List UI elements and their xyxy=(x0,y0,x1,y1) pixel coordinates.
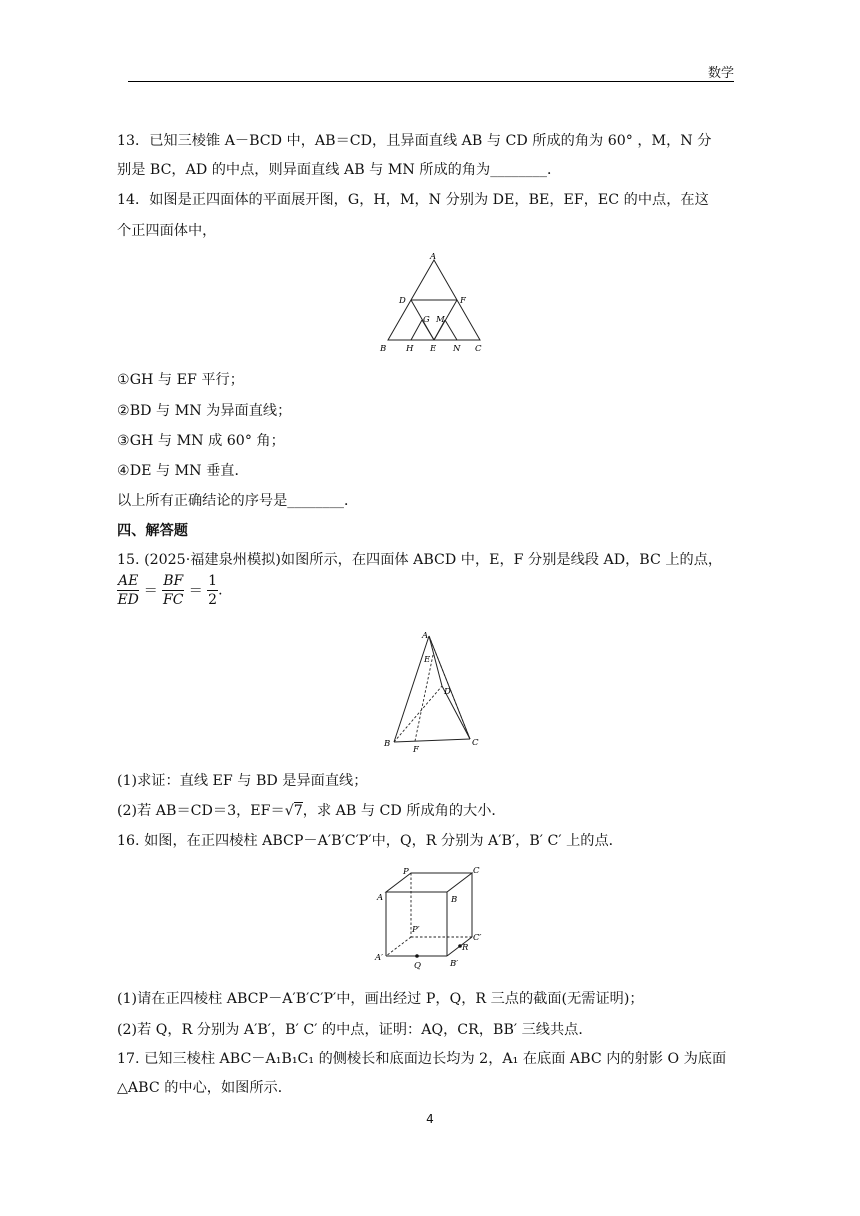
q15-tetrahedron-figure xyxy=(378,628,484,754)
q16-label-C: C xyxy=(473,866,480,876)
q17-line1: 17. 已知三棱柱 ABC－A₁B₁C₁ 的侧棱长和底面边长均为 2，A₁ 在底面 ABC 内的射影 O 为底面 xyxy=(117,1051,727,1067)
q14-line2: 个正四面体中， xyxy=(117,223,217,239)
q15-part2: (2)若 AB＝CD＝3，EF＝√7，求 AB 与 CD 所成角的大小． xyxy=(117,803,506,819)
q16-label-B-prime: B′ xyxy=(450,959,459,969)
q15-label-A: A xyxy=(422,631,429,641)
q16-label-Q: Q xyxy=(414,961,421,971)
header-rule xyxy=(128,81,734,82)
q16-label-B: B xyxy=(451,895,458,905)
q16-label-P-prime: P′ xyxy=(412,925,420,935)
page-header xyxy=(128,66,734,80)
fraction-one-half: $\frac{1}{2}$ xyxy=(208,573,218,608)
q15-part1: (1)求证：直线 EF 与 BD 是异面直线； xyxy=(117,773,368,789)
q14-option-4: ④DE 与 MN 垂直． xyxy=(117,463,249,479)
header-subject: 数学 xyxy=(707,66,734,81)
q13-line2: 别是 BC，AD 的中点，则异面直线 AB 与 MN 所成的角为________． xyxy=(117,162,562,178)
q14-net-figure xyxy=(374,250,490,358)
q14-line1: 14．如图是正四面体的平面展开图，G，H，M，N 分别为 DE，BE，EF，EC 的中点，在这 xyxy=(117,192,709,208)
q15-label-E: E xyxy=(424,655,431,665)
q15-ratio-equation: $\frac{AE}{ED}$ ＝ $\frac{BF}{FC}$ ＝ $\frac{1}{2}$ . xyxy=(117,573,223,608)
q15-label-D: D xyxy=(444,687,451,697)
fraction-ae-ed: $\frac{AE}{ED}$ xyxy=(117,573,139,608)
sqrt-radicand: 7 xyxy=(293,803,303,819)
q14-label-B: B xyxy=(380,344,387,354)
q14-option-1: ①GH 与 EF 平行； xyxy=(117,372,244,388)
q14-option-3: ③GH 与 MN 成 60° 角； xyxy=(117,433,285,449)
q16-part1: (1)请在正四棱柱 ABCP－A′B′C′P′中，画出经过 P，Q，R 三点的截面(无需证明)； xyxy=(117,991,644,1007)
q14-label-N: N xyxy=(453,344,461,354)
q14-label-M: M xyxy=(436,315,445,325)
q16-label-R: R xyxy=(462,943,469,953)
q14-label-C: C xyxy=(475,344,482,354)
q16-prism-figure xyxy=(372,862,492,974)
q15-label-F: F xyxy=(413,745,419,754)
q14-label-G: G xyxy=(423,315,430,325)
q13-line1: 13．已知三棱锥 A－BCD 中，AB＝CD，且异面直线 AB 与 CD 所成的角为 60° ，M，N 分 xyxy=(117,133,712,149)
fraction-bf-fc: $\frac{BF}{FC}$ xyxy=(163,573,184,608)
q16-label-P: P xyxy=(403,867,409,877)
section-heading: 四、解答题 xyxy=(117,523,188,539)
q14-label-F: F xyxy=(460,296,466,306)
page-number: 4 xyxy=(426,1112,434,1126)
q15-line1: 15. (2025·福建泉州模拟)如图所示，在四面体 ABCD 中，E，F 分别是线段 AD，BC 上的点， xyxy=(117,552,723,568)
q16-label-C-prime: C′ xyxy=(473,933,482,943)
q16-line1: 16. 如图，在正四棱柱 ABCP－A′B′C′P′中，Q，R 分别为 A′B′，B′ C′ 上的点． xyxy=(117,833,623,849)
q17-line2: △ABC 的中心，如图所示． xyxy=(117,1080,292,1096)
q16-label-A-prime: A′ xyxy=(375,953,384,963)
q14-label-D: D xyxy=(399,296,406,306)
q16-label-A: A xyxy=(377,893,384,903)
q15-label-B: B xyxy=(384,739,391,749)
q14-label-H: H xyxy=(406,344,414,354)
q15-label-C: C xyxy=(472,738,479,748)
q14-label-A: A xyxy=(430,252,437,262)
q14-ask: 以上所有正确结论的序号是________． xyxy=(117,493,359,509)
q14-label-E: E xyxy=(430,344,437,354)
q16-part2: (2)若 Q，R 分别为 A′B′，B′ C′ 的中点，证明：AQ，CR，BB′ 三线共点． xyxy=(117,1022,593,1038)
q14-option-2: ②BD 与 MN 为异面直线； xyxy=(117,403,292,419)
